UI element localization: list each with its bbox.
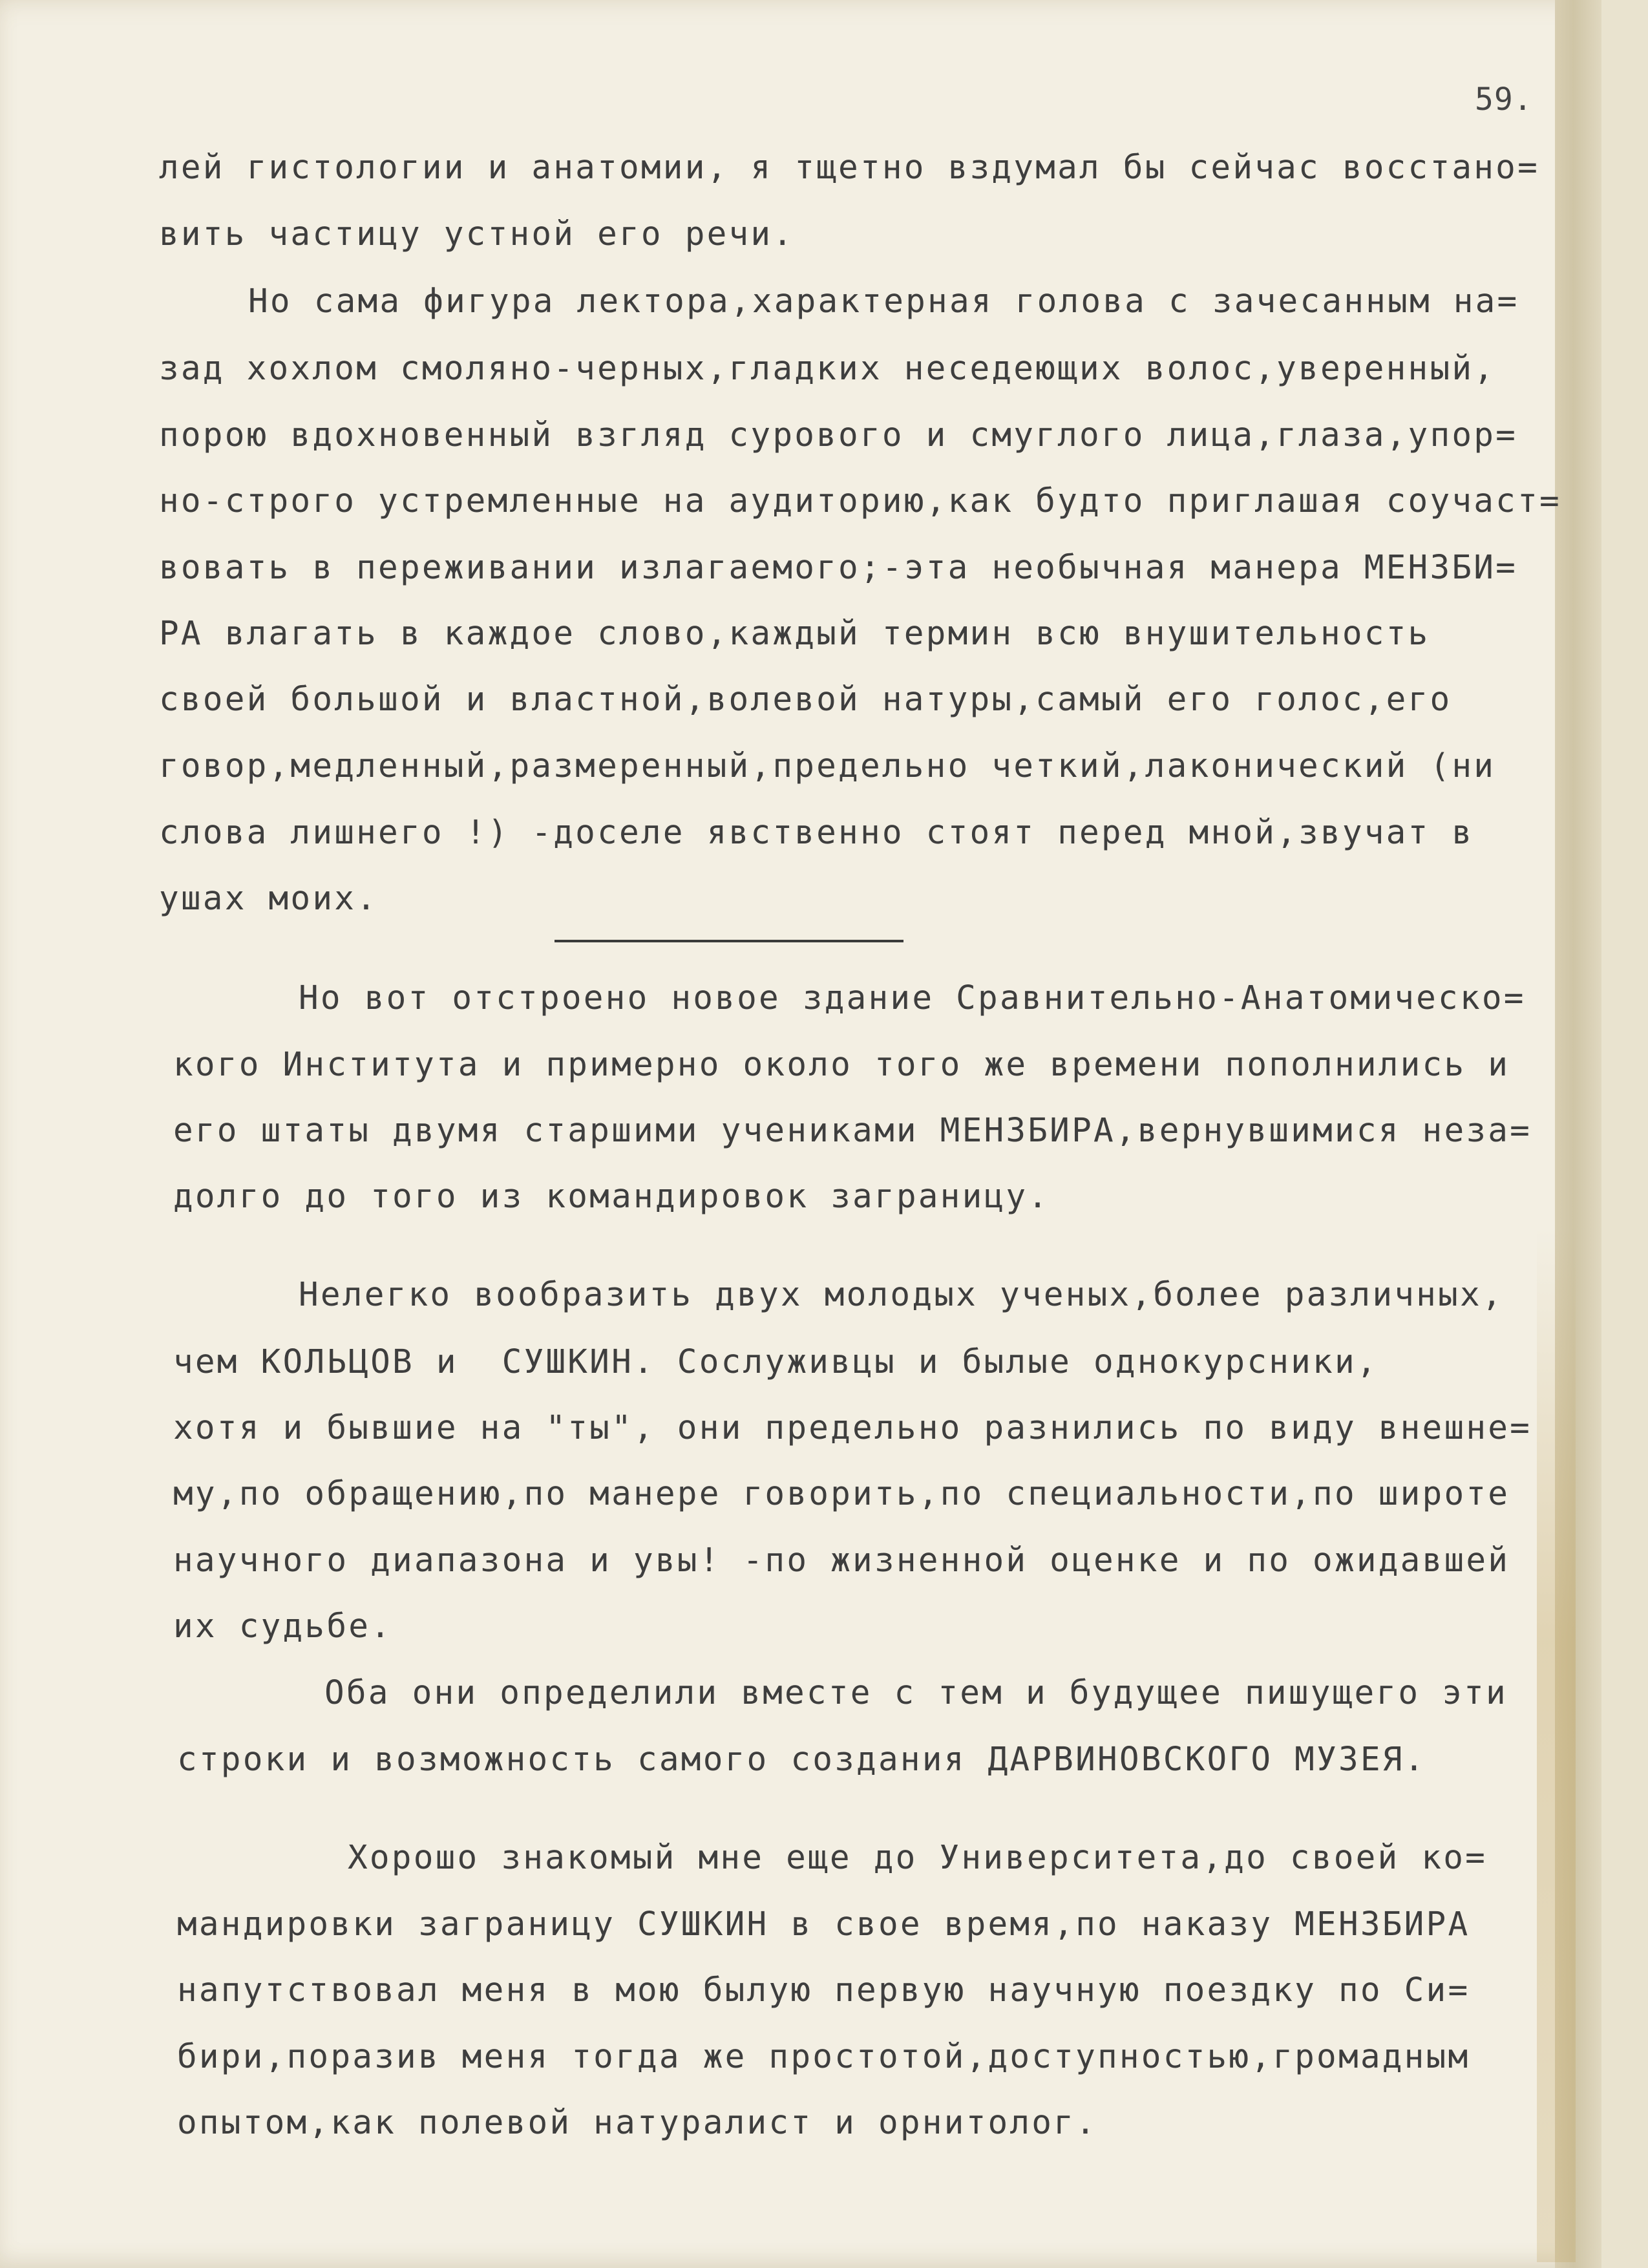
text-line: его штаты двумя старшими учениками МЕНЗБИРА,вернувшимися неза=: [173, 1112, 1532, 1150]
text-line: ушах моих.: [159, 880, 379, 918]
text-line: слова лишнего !) -доселе явственно стоят перед мной,звучат в: [159, 814, 1474, 852]
text-line: мандировки заграницу СУШКИН в свое время,по наказу МЕНЗБИРА: [177, 1905, 1470, 1944]
text-line: напутствовал меня в мою былую первую научную поездку по Си=: [177, 1971, 1470, 2009]
text-line: зад хохлом смоляно-черных,гладких неседеющих волос,уверенный,: [159, 350, 1496, 388]
text-line: Но вот отстроено новое здание Сравнительно-Анатомическо=: [299, 979, 1526, 1017]
text-line: но-строго устремленные на аудиторию,как будто приглашая соучаст=: [159, 482, 1561, 520]
text-line: Оба они определили вместе с тем и будущее пишущего эти: [324, 1674, 1508, 1712]
text-line: кого Института и примерно около того же времени пополнились и: [173, 1046, 1510, 1084]
text-line: РА влагать в каждое слово,каждый термин всю внушительность: [159, 615, 1430, 653]
text-line: порою вдохновенный взгляд сурового и смуглого лица,глаза,упор=: [159, 416, 1518, 454]
text-line: чем КОЛЬЦОВ и СУШКИН. Сослуживцы и былые однокурсники,: [173, 1343, 1379, 1381]
text-line: строки и возможность самого создания ДАРВИНОВСКОГО МУЗЕЯ.: [177, 1741, 1426, 1779]
text-line: говор,медленный,размеренный,предельно четкий,лаконический (ни: [159, 747, 1496, 785]
text-line: опытом,как полевой натуралист и орнитолог.: [177, 2104, 1097, 2142]
text-line: Но сама фигура лектора,характерная голова с зачесанным на=: [248, 282, 1519, 321]
text-line: научного диапазона и увы! -по жизненной оценке и по ожидавшей: [173, 1542, 1510, 1580]
text-line: бири,поразив меня тогда же простотой,доступностью,громадным: [177, 2038, 1470, 2076]
text-line: хотя и бывшие на "ты", они предельно разнились по виду внешне=: [173, 1409, 1532, 1447]
page-number: 59.: [1475, 81, 1533, 118]
text-line: вовать в переживании излагаемого;-эта необычная манера МЕНЗБИ=: [159, 549, 1518, 587]
paper-stain: [1537, 1228, 1576, 2262]
text-line: му,по обращению,по манере говорить,по специальности,по широте: [173, 1475, 1510, 1513]
text-line: их судьбе.: [173, 1607, 393, 1646]
text-line: Хорошо знакомый мне еще до Университета,до своей ко=: [348, 1839, 1488, 1877]
section-divider: [555, 940, 903, 942]
text-line: Нелегко вообразить двух молодых ученых,более различных,: [299, 1276, 1504, 1314]
text-line: лей гистологии и анатомии, я тщетно вздумал бы сейчас восстано=: [159, 149, 1539, 187]
text-line: долго до того из командировок заграницу.: [173, 1178, 1050, 1216]
text-line: вить частицу устной его речи.: [159, 215, 795, 253]
text-line: своей большой и властной,волевой натуры,самый его голос,его: [159, 681, 1452, 719]
